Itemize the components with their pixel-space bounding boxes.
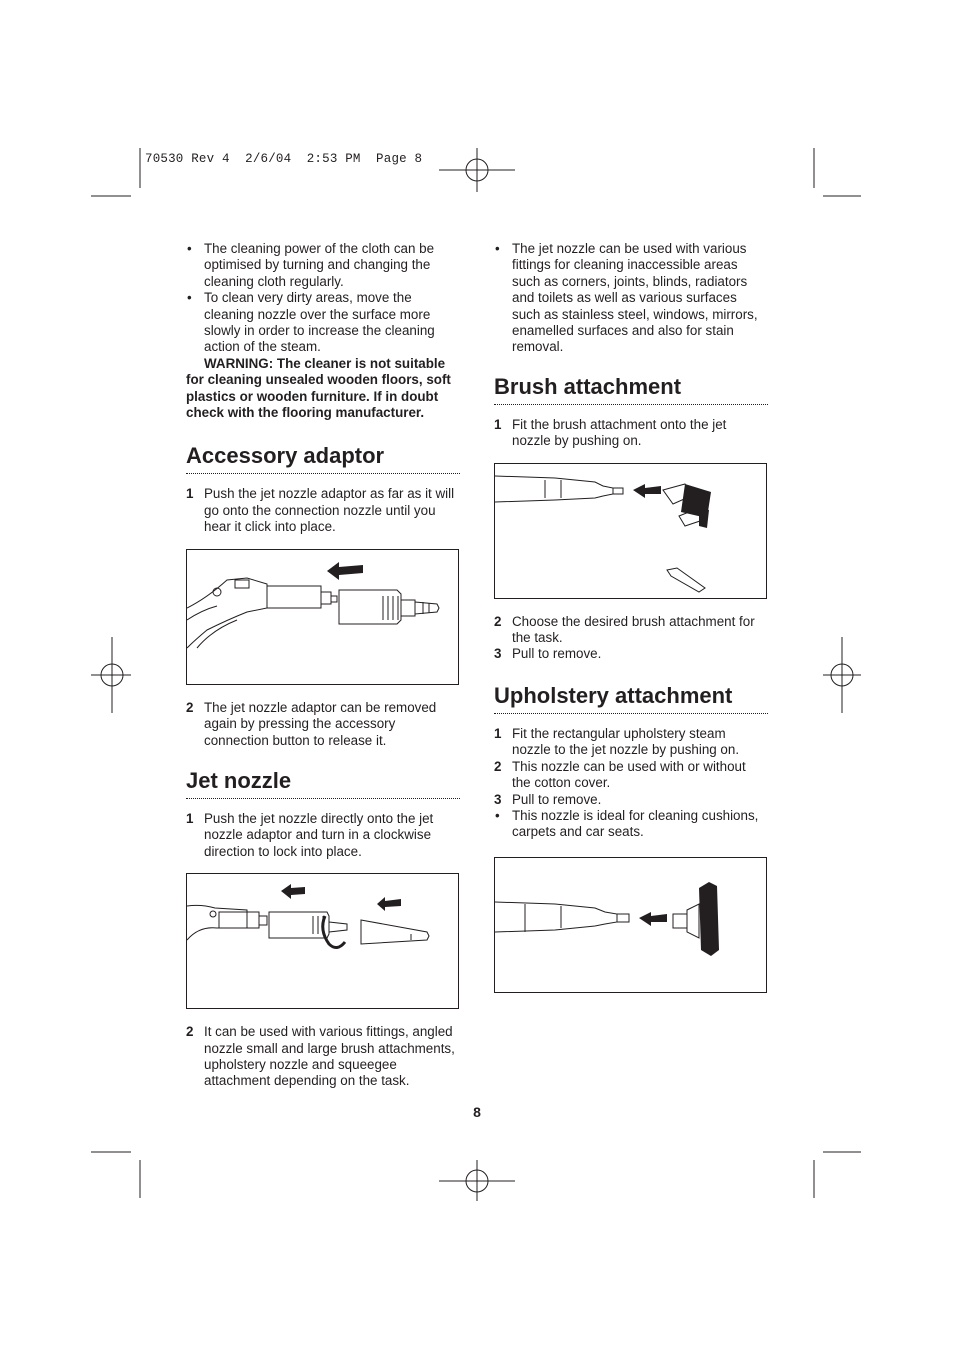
warning-text xyxy=(186,356,460,422)
jet-nozzle-illustration xyxy=(187,874,459,1009)
print-slug: 70530 Rev 4 2/6/04 2:53 PM Page 8 xyxy=(145,152,423,166)
step-text: Fit the rectangular upholstery steam nozzle to the jet nozzle by pushing on. xyxy=(512,725,740,758)
heading-brush-attachment: Brush attachment xyxy=(494,374,768,405)
list-item xyxy=(494,808,768,841)
list-item xyxy=(186,700,460,749)
list-item xyxy=(494,646,768,662)
warning-text-content: WARNING: The cleaner is not suitable for cleaning unsealed wooden floors, soft plastics or wooden furniture. If in doubt check with the flooring manufacturer. xyxy=(186,355,451,421)
heading-upholstery-attachment: Upholstery attachment xyxy=(494,683,768,714)
heading-accessory-adaptor: Accessory adaptor xyxy=(186,443,460,474)
list-item xyxy=(494,792,768,808)
step-number: 2 xyxy=(186,699,194,715)
step-number: 3 xyxy=(494,646,502,662)
list-item xyxy=(186,241,460,290)
list-item xyxy=(186,1024,460,1090)
list-item xyxy=(494,726,768,759)
upholstery-attachment-illustration xyxy=(495,858,767,993)
bullet-text: This nozzle is ideal for cleaning cushions, carpets and car seats. xyxy=(512,807,759,840)
bullet-text: The cleaning power of the cloth can be optimised by turning and changing the cleaning cloth regularly. xyxy=(204,241,435,289)
step-number: 2 xyxy=(186,1024,194,1040)
step-text: Choose the desired brush attachment for the task. xyxy=(512,613,755,646)
step-number: 2 xyxy=(494,613,502,629)
bullet-marker: • xyxy=(495,807,500,823)
step-number: 1 xyxy=(494,416,502,432)
step-number: 3 xyxy=(494,791,502,807)
heading-jet-nozzle: Jet nozzle xyxy=(186,768,460,799)
bullet-text: To clean very dirty areas, move the cleaning nozzle over the surface more slowly in order to increase the cleaning action of the steam. xyxy=(204,290,435,355)
left-column xyxy=(186,241,460,1090)
step-text: Fit the brush attachment onto the jet nozzle by pushing on. xyxy=(512,416,727,449)
figure-brush-attachment xyxy=(494,463,767,599)
step-text: The jet nozzle adaptor can be removed again by pressing the accessory connection button to release it. xyxy=(204,699,437,748)
list-item xyxy=(494,241,768,356)
figure-accessory-adaptor xyxy=(186,549,459,685)
list-item xyxy=(494,614,768,647)
figure-jet-nozzle xyxy=(186,873,459,1009)
step-text: Push the jet nozzle directly onto the jet nozzle adaptor and turn in a clockwise direction to lock into place. xyxy=(204,810,434,859)
step-number: 1 xyxy=(186,810,194,826)
bullet-marker: • xyxy=(187,241,192,256)
step-text: Pull to remove. xyxy=(512,791,602,807)
list-item xyxy=(186,486,460,535)
figure-upholstery-attachment xyxy=(494,857,767,993)
accessory-adaptor-illustration xyxy=(187,550,459,685)
bullet-marker: • xyxy=(495,241,500,256)
brush-attachment-illustration xyxy=(495,464,767,599)
bullet-marker: • xyxy=(187,290,192,306)
step-number: 1 xyxy=(186,486,194,502)
step-number: 2 xyxy=(494,758,502,774)
step-text: Push the jet nozzle adaptor as far as it will go onto the connection nozzle until you hear it click into place. xyxy=(204,486,455,535)
step-text: This nozzle can be used with or without the cotton cover. xyxy=(512,758,746,791)
list-item xyxy=(494,759,768,792)
right-column xyxy=(494,241,768,993)
page-number: 8 xyxy=(473,1104,481,1120)
step-number: 1 xyxy=(494,725,502,741)
list-item xyxy=(186,811,460,860)
step-text: It can be used with various fittings, angled nozzle small and large brush attachments, upholstery nozzle and squeegee attachment depending on the task. xyxy=(204,1024,455,1089)
step-text: Pull to remove. xyxy=(512,646,602,662)
list-item xyxy=(494,417,768,450)
list-item xyxy=(186,290,460,356)
bullet-text: The jet nozzle can be used with various fittings for cleaning inaccessible areas such as corners, joints, blinds, radiators and toilets as well as various surfaces such as stainless steel, windows, mirrors, enamelled surfaces and also for stain removal. xyxy=(512,241,758,355)
